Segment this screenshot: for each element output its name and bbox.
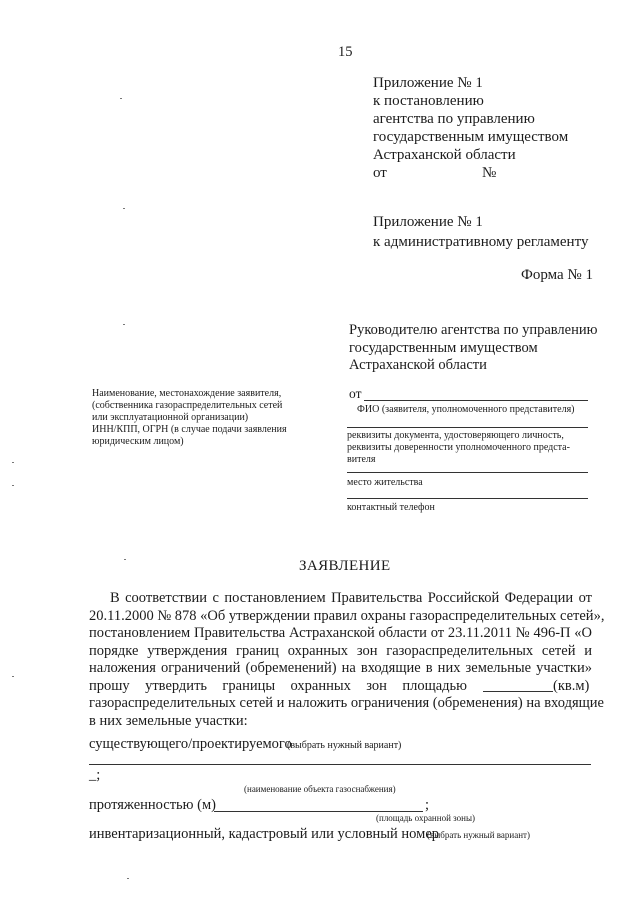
- requisites-line2: реквизиты доверенности уполномоченного предста-: [347, 442, 570, 453]
- fio-caption: ФИО (заявителя, уполномоченного представителя): [357, 404, 575, 415]
- addressee-block: [349, 322, 597, 375]
- object-caption: (наименование объекта газоснабжения): [244, 784, 396, 794]
- scan-speck: [123, 208, 125, 209]
- applicant-hint-line2: (собственника газораспределительных сетей: [92, 400, 283, 411]
- inventory-hint: (выбрать нужный вариант): [427, 830, 530, 840]
- appendix1-line: Приложение № 1: [373, 75, 483, 91]
- body-line6-part1: прошу утвердить границы охранных зон площадью: [89, 677, 467, 694]
- scan-speck: [12, 485, 14, 486]
- phone-underline: [347, 498, 588, 499]
- requisites-block: [347, 430, 570, 466]
- form-label: Форма № 1: [521, 267, 593, 283]
- body-line1: В соответствии с постановлением Правительства Российской Федерации от: [110, 590, 592, 606]
- applicant-hint-line1: Наименование, местонахождение заявителя,: [92, 388, 282, 399]
- inventory-label: инвентаризационный, кадастровый или условный номер: [89, 826, 440, 842]
- appendix1-line: Астраханской области: [373, 147, 516, 163]
- applicant-hint-line4: ИНН/КПП, ОГРН (в случае подачи заявления: [92, 424, 287, 435]
- body-line3: постановлением Правительства Астраханской области от 23.11.2011 № 496-П «О: [89, 625, 592, 641]
- body-line8: в них земельные участки:: [89, 712, 248, 729]
- page-number: 15: [338, 44, 353, 60]
- appendix1-line: агентства по управлению: [373, 111, 535, 127]
- requisites-line1: реквизиты документа, удостоверяющего личность,: [347, 430, 564, 441]
- scan-speck: [120, 98, 122, 99]
- scan-speck: [127, 878, 129, 879]
- scan-speck: [12, 462, 14, 463]
- body-line5: наложения ограничений (обременений) на входящие в них земельные участки»: [89, 660, 592, 676]
- length-input-line[interactable]: [214, 811, 423, 812]
- appendix2-line2: к административному регламенту: [373, 234, 589, 250]
- appendix1-block: [373, 74, 568, 182]
- semicolon-line: _;: [89, 767, 101, 783]
- body-line2: 20.11.2000 № 878 «Об утверждении правил охраны газораспределительных сетей»,: [89, 607, 605, 624]
- existing-label: существующего/проектируемого: [89, 736, 292, 752]
- applicant-hint-line3: или эксплуатационной организации): [92, 412, 249, 423]
- residence-underline: [347, 472, 588, 473]
- residence-caption: место жительства: [347, 477, 423, 488]
- length-label: протяженностью (м): [89, 797, 216, 813]
- body-line6-part2: (кв.м): [553, 677, 590, 694]
- applicant-hint-line5: юридическим лицом): [92, 436, 184, 447]
- scan-speck: [124, 559, 126, 560]
- scan-speck: [123, 324, 125, 325]
- phone-caption: контактный телефон: [347, 502, 435, 513]
- appendix1-line: к постановлению: [373, 93, 484, 109]
- addressee-line3: Астраханской области: [349, 357, 487, 373]
- appendix2-block: [373, 213, 588, 251]
- area-input-line[interactable]: [483, 691, 553, 692]
- body-line7: газораспределительных сетей и наложить ограничения (обременения) на входящие: [89, 695, 604, 711]
- statement-body: [89, 590, 605, 730]
- length-end: ;: [425, 797, 430, 813]
- existing-hint: (выбрать нужный вариант): [287, 740, 402, 751]
- body-line6: [89, 678, 592, 696]
- object-input-line[interactable]: [89, 764, 591, 765]
- appendix1-date-prefix: от: [373, 165, 387, 181]
- body-line4: порядке утверждения границ охранных зон газораспределительных сетей и: [89, 642, 592, 659]
- from-prefix: от: [349, 386, 362, 401]
- requisites-underline: [347, 427, 588, 428]
- document-title: ЗАЯВЛЕНИЕ: [299, 558, 391, 574]
- fio-underline: [364, 400, 588, 401]
- zone-area-caption: (площадь охранной зоны): [376, 813, 475, 823]
- applicant-hint: [92, 388, 287, 448]
- appendix1-line: государственным имуществом: [373, 129, 569, 145]
- appendix2-line1: Приложение № 1: [373, 214, 483, 230]
- appendix1-number-prefix: №: [482, 165, 497, 181]
- scan-speck: [12, 676, 14, 677]
- requisites-line3: вителя: [347, 454, 376, 465]
- addressee-line2: государственным имуществом: [349, 339, 538, 356]
- addressee-line1: Руководителю агентства по управлению: [349, 322, 598, 338]
